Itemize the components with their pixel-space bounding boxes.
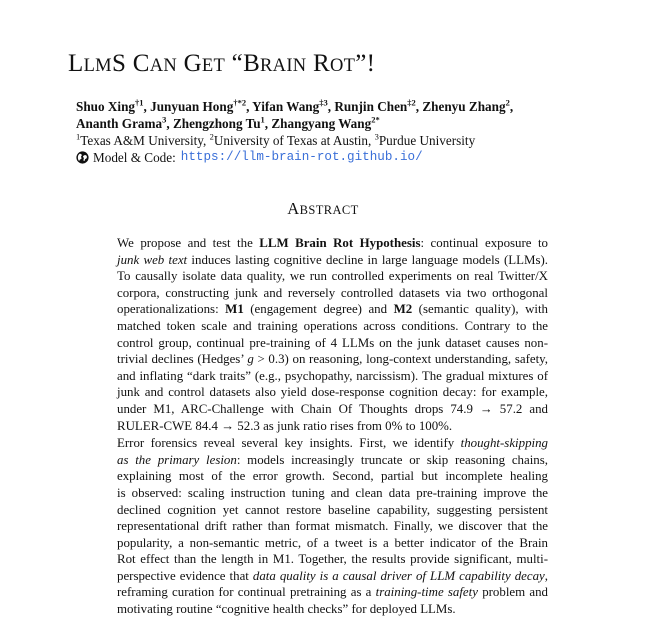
- author-line-2: Ananth Grama$^3$, Zhengzhong Tu$^1$, Zhangyang Wang$^{2*}$: [76, 114, 380, 131]
- code-link-line: [76, 149, 423, 166]
- author-list: [76, 98, 513, 132]
- text-line: To causally isolate data quality, we run controlled experiments on real Twitter/X: [117, 269, 548, 284]
- text-line: We propose and test the LLM Brain Rot Hypothesis: continual exposure to: [117, 236, 548, 250]
- text-line: control group, continual pre-training of 4 LLMs on the junk dataset causes non-: [117, 335, 548, 350]
- text-line: RULER-CWE 84.4 → 52.3 as junk ratio rises from 0% to 100%.: [117, 418, 453, 433]
- text-line: corpora, constructing junk and reversely controlled datasets via two orthogonal: [117, 285, 548, 300]
- affiliations: $^1$Texas A&M University, $^2$University of Texas at Austin, $^3$Purdue University: [76, 131, 476, 148]
- globe-icon: [76, 151, 89, 164]
- text-line: popularity, a non-semantic metric, of a tweet is a better indicator of the Brain: [117, 535, 548, 550]
- text-line: representational drift rather than format mismatch. Finally, we discover that the: [117, 519, 548, 534]
- abstract-heading: ABSTRACT: [287, 199, 359, 218]
- author-name: Runjin Chen: [334, 99, 408, 114]
- text-line: perspective evidence that data quality is a causal driver of LLM capability decay,: [117, 568, 548, 583]
- author-name: Zhangyang Wang: [271, 116, 372, 131]
- text-line: matched token scale and training operations across conditions. Contrary to the: [117, 318, 548, 333]
- abstract-paragraph-2: [117, 435, 548, 618]
- text-line: is observed: scaling instruction tuning and clean data pre-training improve the: [117, 485, 548, 500]
- text-line: declined cognition yet cannot restore baseline capability, suggesting persistent: [117, 502, 548, 517]
- text-line: Error forensics reveal several key insights. First, we identify thought-skipping: [117, 436, 548, 451]
- text-line: trivial declines (Hedges’ g > 0.3) on reasoning, long-context understanding, safety,: [117, 352, 548, 367]
- author-name: Yifan Wang: [252, 99, 320, 114]
- project-url-link[interactable]: https://llm-brain-rot.github.io/: [180, 150, 423, 164]
- code-label: Model & Code:: [93, 150, 176, 165]
- text-line: junk and control datasets also yield dose-response cognition decay: for example,: [117, 385, 548, 400]
- text-line: as the primary lesion: models increasingly truncate or skip reasoning chains,: [117, 452, 548, 467]
- text-line: under M1, ARC-Challenge with Chain Of Thoughts drops 74.9 → 57.2 and: [117, 401, 548, 416]
- abstract-paragraph-1: [117, 235, 548, 434]
- author-name: Zhenyu Zhang: [422, 99, 506, 114]
- text-line: explaining most of the error growth. Second, partial but incomplete healing: [117, 469, 548, 484]
- author-line-1: Shuo Xing$^{\dagger 1}$, Junyuan Hong$^{\dagger*2}$, Yifan Wang$^{\ddagger 3}$, Runjin Chen$^{\ddagger 2}$, Zhenyu Zhang$^2$,: [76, 97, 514, 114]
- paper-title: LLMS CAN GET “BRAIN ROT”!: [68, 50, 376, 77]
- text-line: operationalizations: M1 (engagement degree) and M2 (semantic quality), with: [117, 302, 548, 317]
- author-name: Junyuan Hong: [150, 99, 234, 114]
- text-line: Rot effect than the length in M1. Together, the results provide significant, multi-: [117, 552, 548, 567]
- text-line: motivating routine “cognitive health checks” for deployed LLMs.: [117, 602, 456, 617]
- text-line: and inflating “dark traits” (e.g., psychopathy, narcissism). The gradual mixtures of: [117, 368, 548, 383]
- abstract-body: [117, 235, 548, 618]
- text-line: junk web text induces lasting cognitive decline in large language models (LLMs).: [117, 252, 548, 267]
- author-name: Zhengzhong Tu: [172, 116, 261, 131]
- author-name: Shuo Xing: [76, 99, 136, 114]
- author-name: Ananth Grama: [76, 116, 163, 131]
- text-line: reframing curation for continual pretraining as a training-time safety problem and: [117, 585, 548, 600]
